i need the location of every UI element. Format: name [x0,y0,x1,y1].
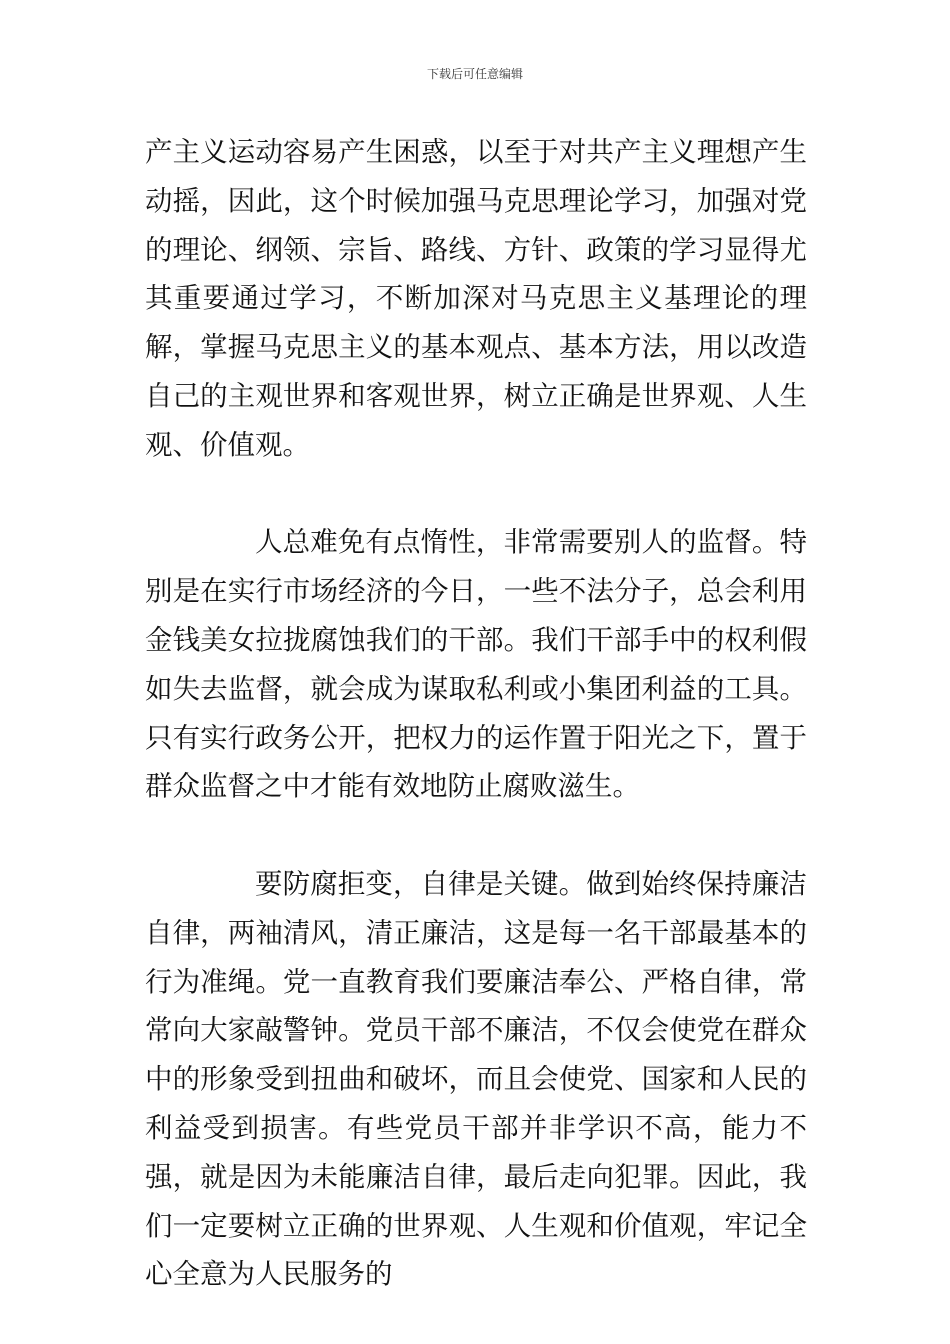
paragraph-gap [145,811,807,860]
paragraph-3: 要防腐拒变，自律是关键。做到始终保持廉洁自律，两袖清风，清正廉洁，这是每一名干部最基本的行为准绳。党一直教育我们要廉洁奉公、严格自律，常常向大家敲警钟。党员干部不廉洁，不仅会使党在群众中的形象受到扭曲和破坏，而且会使党、国家和人民的利益受到损害。有些党员干部并非学识不高，能力不强，就是因为未能廉洁自律，最后走向犯罪。因此，我们一定要树立正确的世界观、人生观和价值观，牢记全心全意为人民服务的 [145,867,807,1291]
page-header-note: 下载后可任意编辑 [426,67,523,81]
paragraph-1: 产主义运动容易产生困惑，以至于对共产主义理想产生动摇，因此，这个时候加强马克思理论学习，加强对党的理论、纲领、宗旨、路线、方针、政策的学习显得尤其重要通过学习，不断加深对马克思主义基理论的理解，掌握马克思主义的基本观点、基本方法，用以改造自己的主观世界和客观世界，树立正确是世界观、人生观、价值观。 [145,136,807,461]
paragraph-2: 人总难免有点惰性，非常需要别人的监督。特别是在实行市场经济的今日，一些不法分子，总会利用金钱美女拉拢腐蚀我们的干部。我们干部手中的权利假如失去监督，就会成为谋取私利或小集团利益的工具。只有实行政务公开，把权力的运作置于阳光之下，置于群众监督之中才能有效地防止腐败滋生。 [145,526,807,803]
document-body [145,128,807,1299]
paragraph-gap [145,470,807,519]
